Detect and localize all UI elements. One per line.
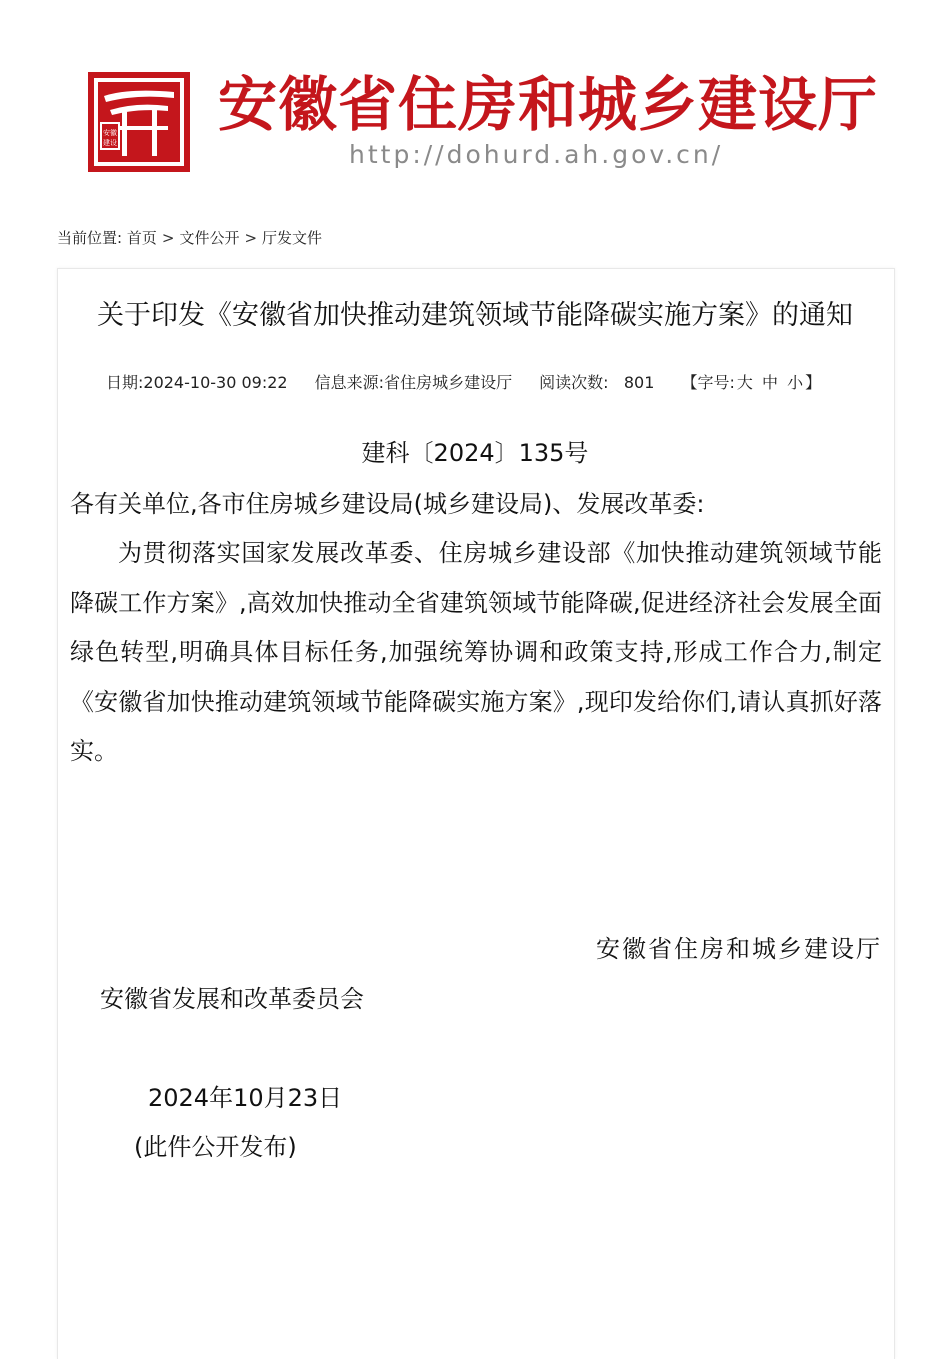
breadcrumb-separator: >	[161, 229, 175, 247]
font-size-end: 】	[805, 373, 822, 392]
breadcrumb-office-docs-link[interactable]: 厅发文件	[262, 229, 323, 247]
breadcrumb	[57, 226, 322, 250]
article-title: 关于印发《安徽省加快推动建筑领域节能降碳实施方案》的通知	[97, 300, 853, 331]
site-name: 安徽省住房和城乡建设厅	[218, 70, 879, 139]
read-count-label: 阅读次数:	[539, 373, 609, 392]
read-count	[539, 373, 654, 392]
font-size-large-link[interactable]: 大	[736, 373, 753, 392]
site-header	[0, 0, 950, 200]
document-number: 建科〔2024〕135号	[361, 439, 589, 467]
publication-note: (此件公开发布)	[134, 1133, 297, 1161]
svg-text:安徽: 安徽	[103, 129, 117, 137]
breadcrumb-label: 当前位置:	[57, 229, 123, 247]
ahjs-logo-icon[interactable]	[88, 72, 190, 172]
svg-text:建设: 建设	[103, 139, 117, 147]
breadcrumb-file-public-link[interactable]: 文件公开	[179, 229, 240, 247]
signatory-ndrc: 安徽省发展和改革委员会	[100, 985, 364, 1013]
font-size-switcher	[681, 373, 821, 392]
site-url: http://dohurd.ah.gov.cn/	[349, 140, 724, 169]
article-meta	[106, 371, 821, 395]
breadcrumb-home-link[interactable]: 首页	[126, 229, 157, 247]
read-count-value: 801	[623, 373, 655, 392]
body-paragraph: 为贯彻落实国家发展改革委、住房城乡建设部《加快推动建筑领域节能降碳工作方案》,高效加快推动全省建筑领域节能降碳,促进经济社会发展全面绿色转型,明确具体目标任务,加强统筹协调和政策支持,形成工作合力,制定《安徽省加快推动建筑领域节能降碳实施方案》,现印发给你们,请认真抓好落实。	[70, 539, 882, 765]
font-size-medium-link[interactable]: 中	[762, 373, 779, 392]
publish-date: 日期:2024-10-30 09:22	[106, 373, 288, 392]
signatory-housing-dept: 安徽省住房和城乡建设厅	[596, 935, 882, 963]
info-source: 信息来源:省住房城乡建设厅	[314, 373, 513, 392]
addressee: 各有关单位,各市住房城乡建设局(城乡建设局)、发展改革委:	[70, 490, 705, 518]
signature-date: 2024年10月23日	[148, 1084, 343, 1112]
breadcrumb-separator: >	[244, 229, 258, 247]
font-size-label: 【字号:	[681, 373, 735, 392]
font-size-small-link[interactable]: 小	[787, 373, 804, 392]
logo-graphic	[88, 72, 190, 172]
